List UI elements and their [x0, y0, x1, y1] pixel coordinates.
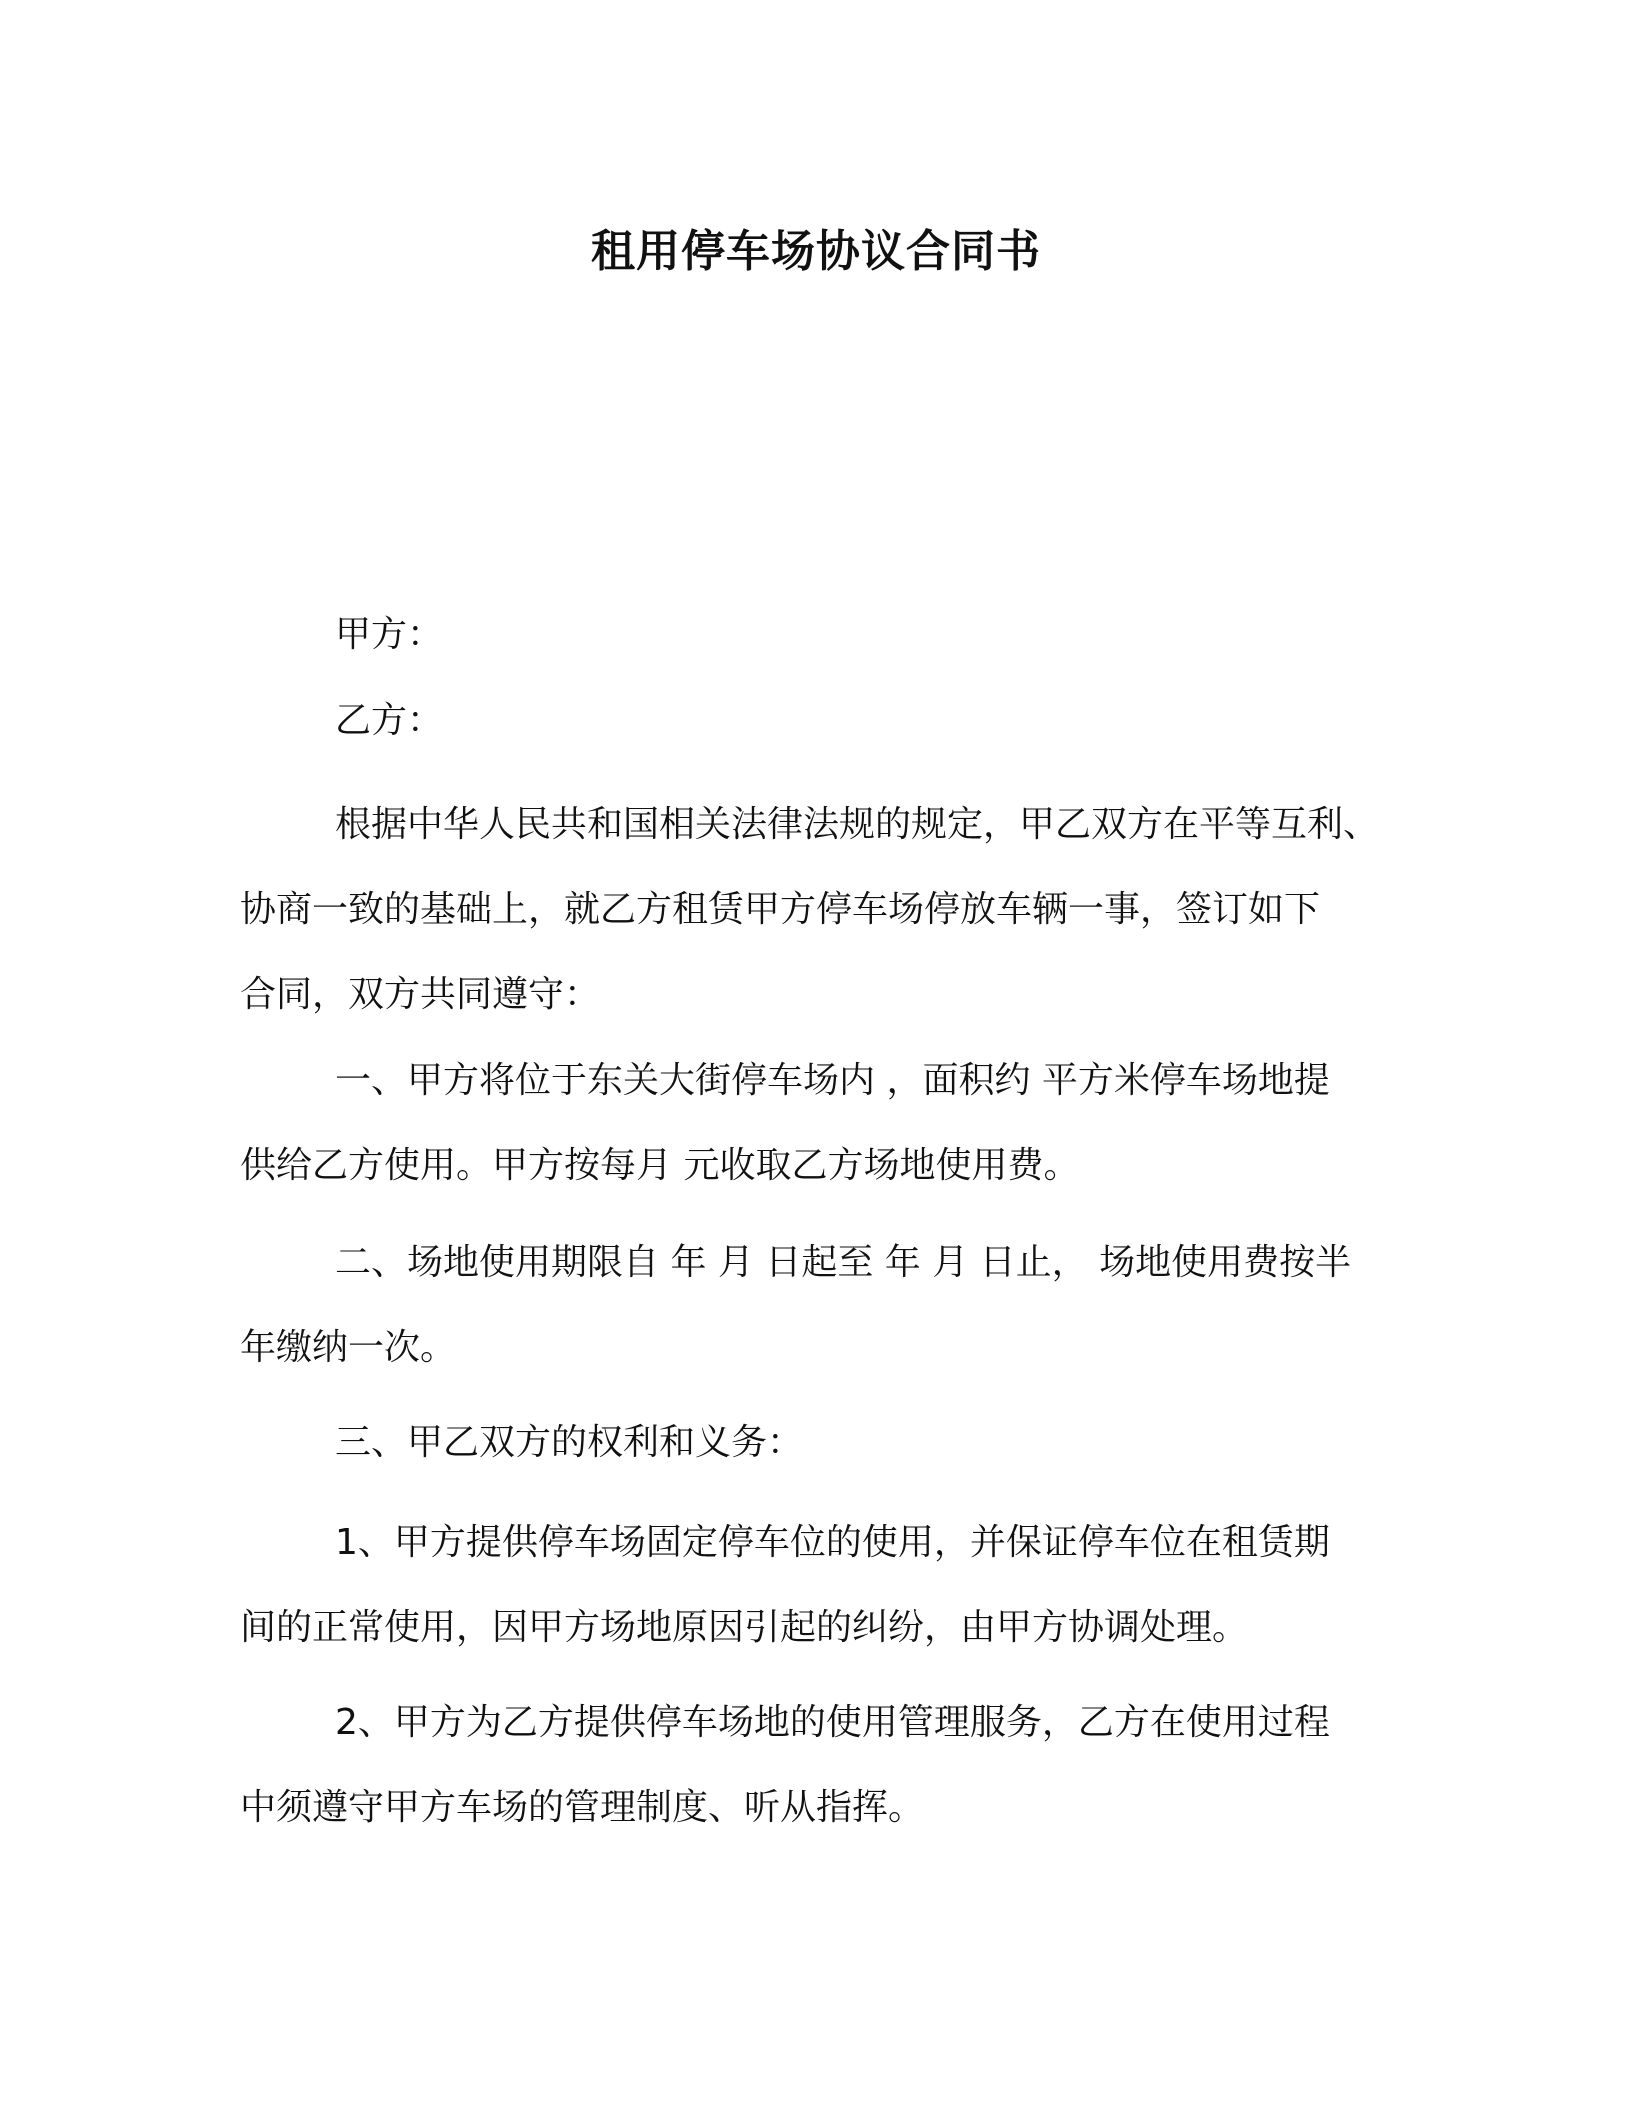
paragraph-line: 供给乙方使用。甲方按每月 元收取乙方场地使用费。 — [240, 1145, 1080, 1186]
paragraph-line: 二、场地使用期限自 年 月 日起至 年 月 日止， 场地使用费按半 — [335, 1242, 1352, 1283]
document-title: 租用停车场协议合同书 — [591, 226, 1041, 277]
paragraph-line: 1、甲方提供停车场固定停车位的使用，并保证停车位在租赁期 — [335, 1522, 1330, 1563]
party-a-paragraph — [240, 592, 1360, 677]
clause-3-item-1 — [240, 1500, 1360, 1670]
paragraph-line: 协商一致的基础上，就乙方租赁甲方停车场停放车辆一事，签订如下 — [240, 889, 1321, 930]
paragraph-line: 一、甲方将位于东关大街停车场内 ，面积约 平方米停车场地提 — [335, 1060, 1330, 1101]
clause-2-paragraph — [240, 1220, 1360, 1390]
paragraph-line: 乙方： — [335, 700, 444, 741]
paragraph-line: 2、甲方为乙方提供停车场地的使用管理服务，乙方在使用过程 — [335, 1702, 1330, 1743]
paragraph-line: 合同，双方共同遵守： — [240, 974, 601, 1015]
preamble-paragraph — [240, 782, 1380, 1037]
paragraph-line: 中须遵守甲方车场的管理制度、听从指挥。 — [240, 1787, 925, 1828]
paragraph-line: 间的正常使用，因甲方场地原因引起的纠纷，由甲方协调处理。 — [240, 1607, 1249, 1648]
clause-1-paragraph — [240, 1038, 1360, 1208]
paragraph-line: 甲方： — [335, 614, 444, 655]
paragraph-line: 根据中华人民共和国相关法律法规的规定，甲乙双方在平等互利、 — [335, 804, 1380, 845]
party-b-paragraph — [240, 678, 1360, 763]
paragraph-line: 三、甲乙双方的权利和义务： — [335, 1422, 804, 1463]
clause-3-item-2 — [240, 1680, 1360, 1850]
clause-3-heading — [240, 1400, 1360, 1485]
paragraph-line: 年缴纳一次。 — [240, 1327, 457, 1368]
